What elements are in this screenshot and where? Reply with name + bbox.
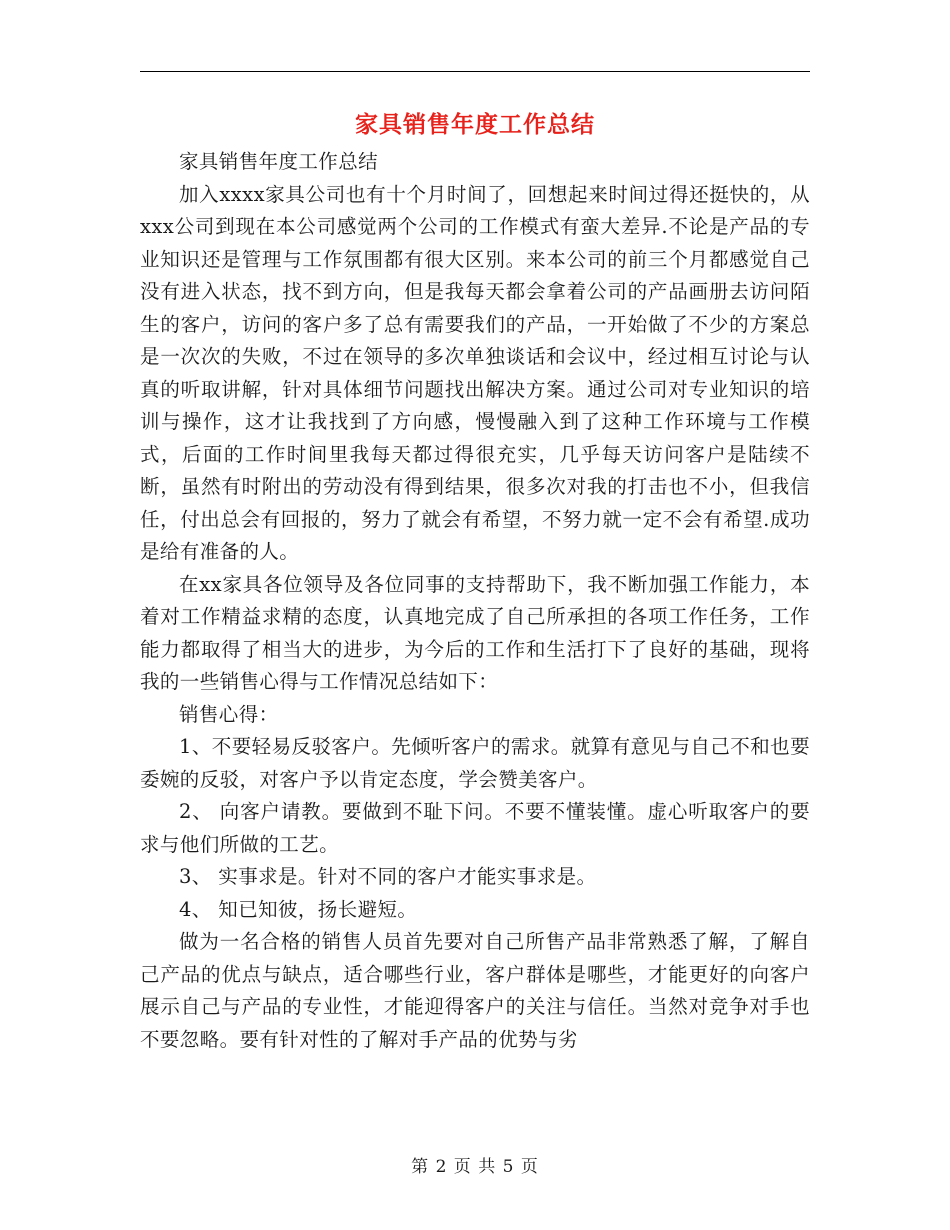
page-number: 第 2 页 共 5 页 xyxy=(411,1157,539,1177)
body-paragraph: 销售心得： xyxy=(179,702,279,726)
body-paragraph: 3、 实事求是。针对不同的客户才能实事求是。 xyxy=(179,865,597,888)
body-paragraph: 加入xxxx家具公司也有十个月时间了，回想起来时间过得还挺快的，从xxx公司到现在本公司感觉两个公司的工作模式有蛮大差异.不论是产品的专业知识还是管理与工作氛围都有很大区别。来本公司的前三个月都感觉自己没有进入状态，找不到方向，但是我每天都会拿着公司的产品画册去访问陌生的客户，访问的客户多了总有需要我们的产品，一开始做了不少的方案总是一次次的失败，不过在领导的多次单独谈话和会议中，经过相互讨论与认真的听取讲解，针对具体细节问题找出解决方案。通过公司对专业知识的培训与操作，这才让我找到了方向感，慢慢融入到了这种工作环境与工作模式，后面的工作时间里我每天都过得很充实，几乎每天访问客户是陆续不断，虽然有时附出的劳动没有得到结果，很多次对我的打击也不小，但我信任，付出总会有回报的，努力了就会有希望，不努力就一定不会有希望.成功是给有准备的人。 xyxy=(140,182,810,563)
header-rule xyxy=(140,71,810,72)
document-title: 家具销售年度工作总结 xyxy=(355,111,595,138)
body-paragraph: 4、 知已知彼，扬长避短。 xyxy=(179,897,418,921)
document-body xyxy=(140,146,810,1056)
body-paragraph: 做为一名合格的销售人员首先要对自己所售产品非常熟悉了解，了解自己产品的优点与缺点，适合哪些行业，客户群体是哪些，才能更好的向客户展示自己与产品的专业性，才能迎得客户的关注与信任。当然对竞争对手也不要忽略。要有针对性的了解对手产品的优势与劣 xyxy=(140,930,810,1051)
body-paragraph: 家具销售年度工作总结 xyxy=(179,150,379,173)
body-paragraph: 在xx家具各位领导及各位同事的支持帮助下，我不断加强工作能力，本着对工作精益求精的态度，认真地完成了自己所承担的各项工作任务，工作能力都取得了相当大的进步，为今后的工作和生活打下了良好的基础，现将我的一些销售心得与工作情况总结如下： xyxy=(140,572,810,693)
body-paragraph: 2、 向客户请教。要做到不耻下问。不要不懂装懂。虚心听取客户的要求与他们所做的工艺。 xyxy=(140,800,810,856)
body-paragraph: 1、不要轻易反驳客户。先倾听客户的需求。就算有意见与自己不和也要委婉的反驳，对客户予以肯定态度，学会赞美客户。 xyxy=(140,735,810,791)
